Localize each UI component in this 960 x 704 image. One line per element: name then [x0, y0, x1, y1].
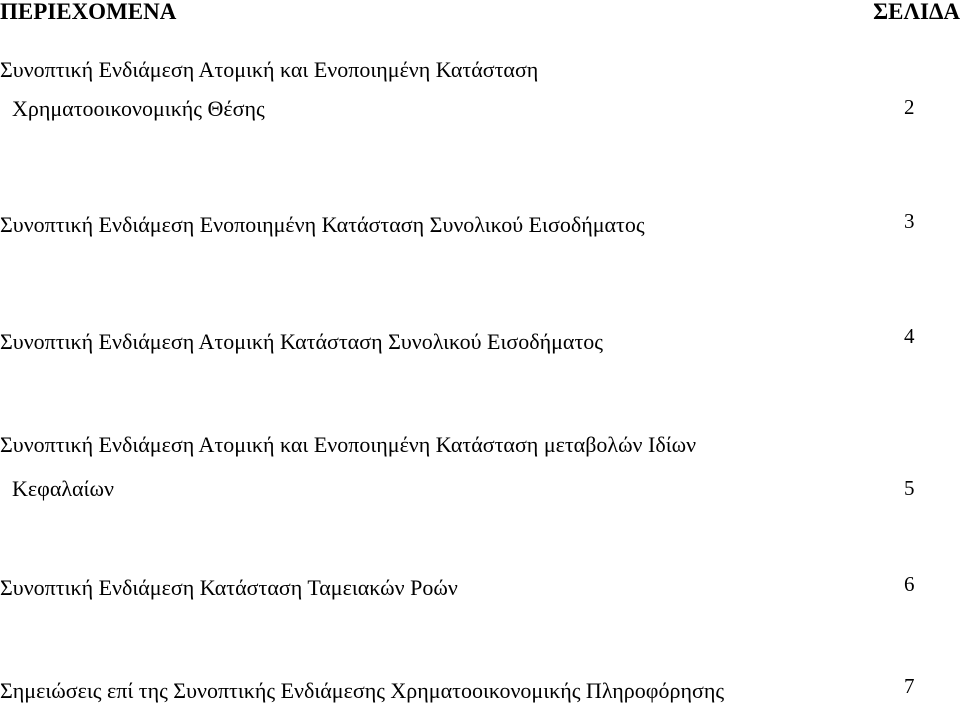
- toc-entry-page-number: 7: [904, 674, 915, 698]
- toc-entry-page-number: 2: [904, 95, 915, 119]
- toc-entry-title-line: Σημειώσεις επί της Συνοπτικής Ενδιάμεσης Χρηματοοικονομικής Πληροφόρησης: [0, 678, 725, 703]
- toc-entry-title-line: Συνοπτική Ενδιάμεση Ατομική Κατάσταση Συνολικού Εισοδήματος: [0, 329, 603, 354]
- page-column-heading: ΣΕΛΙΔΑ: [873, 0, 960, 24]
- toc-entry-title-line: Συνοπτική Ενδιάμεση Κατάσταση Ταμειακών Ροών: [0, 575, 458, 600]
- toc-entry-page-number: 5: [904, 476, 915, 500]
- toc-entry-page-number: 4: [904, 324, 915, 348]
- toc-entry-title-line: Συνοπτική Ενδιάμεση Ενοποιημένη Κατάσταση Συνολικού Εισοδήματος: [0, 212, 645, 237]
- contents-heading: ΠΕΡΙΕΧΟΜΕΝΑ: [0, 0, 177, 24]
- toc-entry-page-number: 3: [904, 209, 915, 233]
- toc-entry-title-line: Συνοπτική Ενδιάμεση Ατομική και Ενοποιημένη Κατάσταση: [0, 57, 539, 82]
- toc-entry-title-line: Συνοπτική Ενδιάμεση Ατομική και Ενοποιημένη Κατάσταση μεταβολών Ιδίων: [0, 432, 697, 457]
- toc-entry-title-line: Κεφαλαίων: [12, 476, 114, 501]
- toc-entry-title-line: Χρηματοοικονομικής Θέσης: [12, 96, 265, 121]
- toc-entry-page-number: 6: [904, 572, 915, 596]
